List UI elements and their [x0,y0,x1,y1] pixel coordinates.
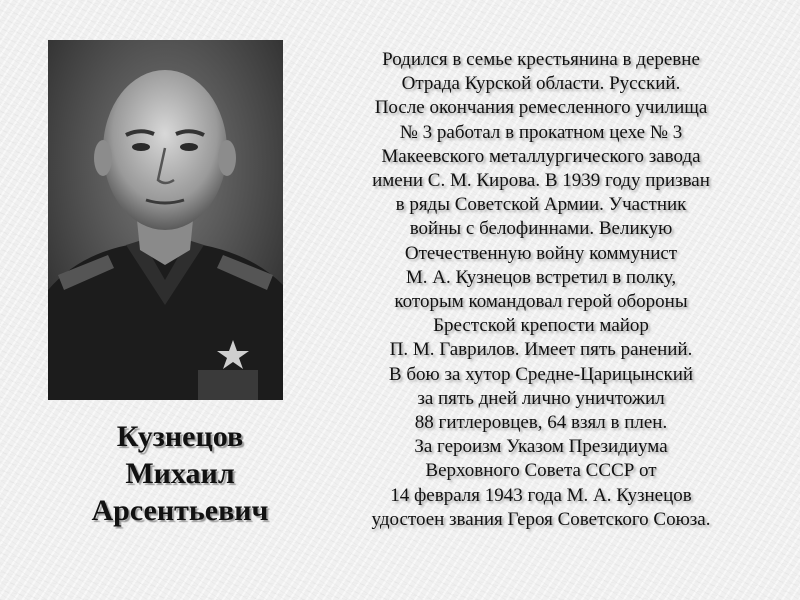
bio-line: за пять дней лично уничтожил [417,387,665,409]
bio-line: Верховного Совета СССР от [425,460,657,482]
name-patronymic: Арсентьевич [91,494,269,527]
bio-line: После окончания ремесленного училища [374,97,708,119]
bio-line: имени С. М. Кирова. В 1939 году призван [372,170,710,192]
portrait-photo [48,40,283,400]
bio-line: П. М. Гаврилов. Имеет пять ранений. [389,339,693,361]
bio-line: удостоен звания Героя Советского Союза. [371,508,711,530]
person-name [60,418,300,529]
biography-text [336,48,746,532]
bio-line: 14 февраля 1943 года М. А. Кузнецов [390,484,692,506]
bio-line: За героизм Указом Президиума [414,436,668,458]
bio-line: М. А. Кузнецов встретил в полку, [405,266,677,288]
bio-line: в ряды Советской Армии. Участник [395,194,687,216]
bio-line: Макеевского металлургического завода [381,145,701,167]
bio-line: № 3 работал в прокатном цехе № 3 [399,121,683,143]
name-surname: Кузнецов [116,420,244,453]
name-first: Михаил [125,457,235,490]
bio-line: войны с белофиннами. Великую [409,218,673,240]
bio-line: Родился в семье крестьянина в деревне [382,49,700,70]
bio-line: которым командовал герой обороны [394,291,688,313]
bio-line: 88 гитлеровцев, 64 взял в плен. [414,412,668,434]
bio-line: Отрада Курской области. Русский. [401,73,681,95]
bio-line: Отечественную войну коммунист [404,242,678,264]
bio-line: Брестской крепости майор [433,315,649,337]
bio-line: В бою за хутор Средне-Царицынский [388,363,694,385]
